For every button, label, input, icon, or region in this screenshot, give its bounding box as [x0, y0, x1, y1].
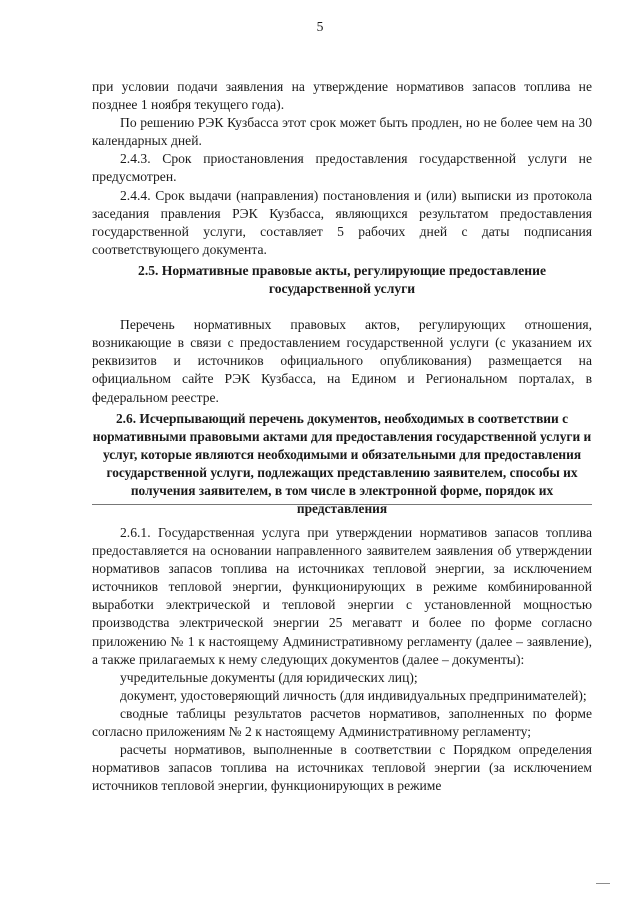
list-item: документ, удостоверяющий личность (для индивидуальных предпринимателей); — [120, 687, 587, 703]
section-2-5-text: Перечень нормативных правовых актов, регулирующих отношения, возникающие в связи с предоставлением государственной услуги (с указанием их реквизитов и источников официального опубликования) размещается на официальном сайте РЭК Кузбасса, на Едином и Региональном порталах, в федеральном реестре. — [92, 317, 592, 405]
section-2-5-heading: 2.5. Нормативные правовые акты, регулирующие предоставление государственной услуги — [138, 263, 546, 297]
top-paragraphs — [92, 78, 592, 259]
paragraph-extension: По решению РЭК Кузбасса этот срок может быть продлен, но не более чем на 30 календарных дней. — [92, 115, 592, 149]
paragraph-2-4-3: 2.4.3. Срок приостановления предоставления государственной услуги не предусмотрен. — [92, 151, 592, 185]
heading-underline — [92, 504, 592, 505]
scan-artifact — [596, 883, 610, 884]
section-2-5 — [92, 262, 592, 407]
paragraph-2-4-4: 2.4.4. Срок выдачи (направления) постановления и (или) выписки из протокола заседания правления РЭК Кузбасса, являющихся результатом предоставления государственной услуги, составляет 5 рабочих дней с даты подписания соответствующего документа. — [92, 187, 592, 257]
section-2-6-heading: 2.6. Исчерпывающий перечень документов, необходимых в соответствии с нормативными правовыми актами для предоставления государственной услуги и услуг, которые являются необходимыми и обязательными для предоставления государственной услуги, подлежащих представлению заявителем, способы их получения заявителем, в том числе в электронной форме, порядок их представления — [92, 411, 592, 517]
page-number: 5 — [316, 19, 324, 34]
paragraph-2-6-1: 2.6.1. Государственная услуга при утверждении нормативов запасов топлива предоставляется на основании направленного заявителем заявления об утверждении нормативов запасов топлива на источниках тепловой энергии, за исключением источников тепловой энергии, функционирующих в режиме комбинированной выработки электрической и тепловой энергии с установленной мощностью производства электрической энергии 25 мегаватт и более по форме согласно приложению № 1 к настоящему Административному регламенту (далее – заявление), а также прилагаемых к нему следующих документов (далее – документы): — [92, 525, 592, 667]
list-item: учредительные документы (для юридических лиц); — [120, 669, 418, 685]
list-item: сводные таблицы результатов расчетов нормативов, заполненных по форме согласно приложениям № 2 к настоящему Административному регламенту; — [92, 705, 592, 740]
list-item: расчеты нормативов, выполненные в соответствии с Порядком определения нормативов запасов топлива на источниках тепловой энергии (за исключением источников тепловой энергии, функционирующих в режиме — [92, 742, 592, 794]
paragraph-continuation: при условии подачи заявления на утверждение нормативов запасов топлива не позднее 1 ноября текущего года). — [92, 79, 592, 113]
section-2-6-body — [92, 524, 592, 795]
section-2-6 — [92, 410, 592, 519]
